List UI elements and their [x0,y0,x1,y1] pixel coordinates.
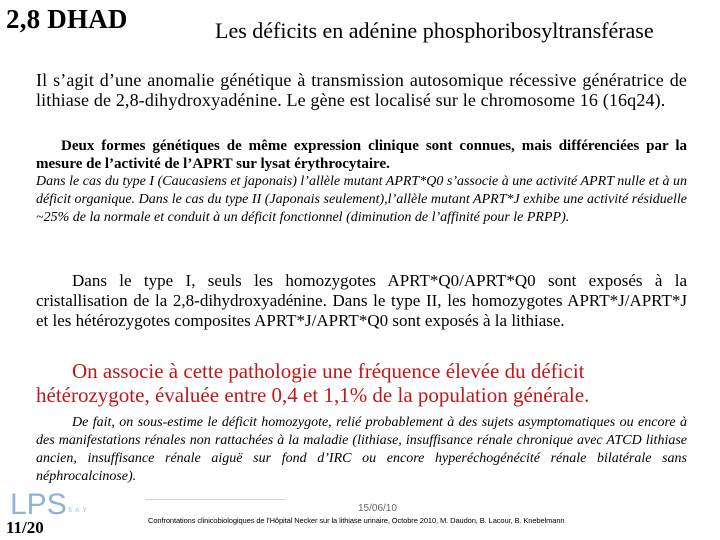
paragraph-genetic-forms-italic: Dans le cas du type I (Caucasiens et japonais) l’allèle mutant APRT*Q0 s’associe à une activité APRT nulle et à un déficit organique. Dans le cas du type II (Japonais seulement),l’allèle mutant APRT*J exhibe une activité résiduelle ~25% de la normale et conduit à un déficit fonctionnel (diminution de l’affinité pour le PRPP). [36,174,687,225]
paragraph-genetic-forms-bold: Deux formes génétiques de même expression clinique sont connues, mais différenciées par la mesure de l’activité de l’APRT sur lysat érythrocytaire. [36,138,687,172]
paragraph-underestimation: De fait, on sous-estime le déficit homozygote, relié probablement à des sujets asymptomatiques ou encore à des manifestations rénales non rattachées à la maladie (lithiase, insuffisance rénale chronique avec ATCD lithiase ancien, insuffisance rénale aiguë sur fond d’IRC ou encore hyperéchogénécité rénale bilatérale sans néphrocalcinose). [36,415,687,484]
paragraph-frequency: On associe à cette pathologie une fréquence élevée du déficit hétérozygote, évaluée entre 0,4 et 1,1% de la population générale. [36,359,590,407]
paragraph-intro: Il s’agit d’une anomalie génétique à transmission autosomique récessive génératrice de lithiase de 2,8-dihydroxyadénine. Le gène est localisé sur le chromosome 16 (16q24). [36,70,687,110]
footer-reference: Confrontations clinicobiologiques de l’Hôpital Necker sur la lithiase urinaire, Octobre 2010, M. Daudon, B. Lacour, B. Knebelmann [148,516,565,525]
paragraph-types: Dans le type I, seuls les homozygotes APRT*Q0/APRT*Q0 sont exposés à la cristallisation de la 2,8-dihydroxyadénine. Dans le type II, les homozygotes APRT*J/APRT*J et les hétérozygotes composites APRT*J/APRT*Q0 sont exposés à la lithiase. [36,271,687,330]
paragraph-genetic-forms [36,137,687,173]
footer-date: 15/06/10 [358,503,397,514]
page-number: 11/20 [6,518,44,537]
slide-title: Les déficits en adénine phosphoribosyltransférase [215,18,654,43]
lps-logo [8,488,128,522]
corner-title: 2,8 DHAD [6,4,128,34]
footer-divider [145,499,285,500]
logo-text: LPS [10,488,67,521]
logo-sub: S A Y [68,508,88,514]
